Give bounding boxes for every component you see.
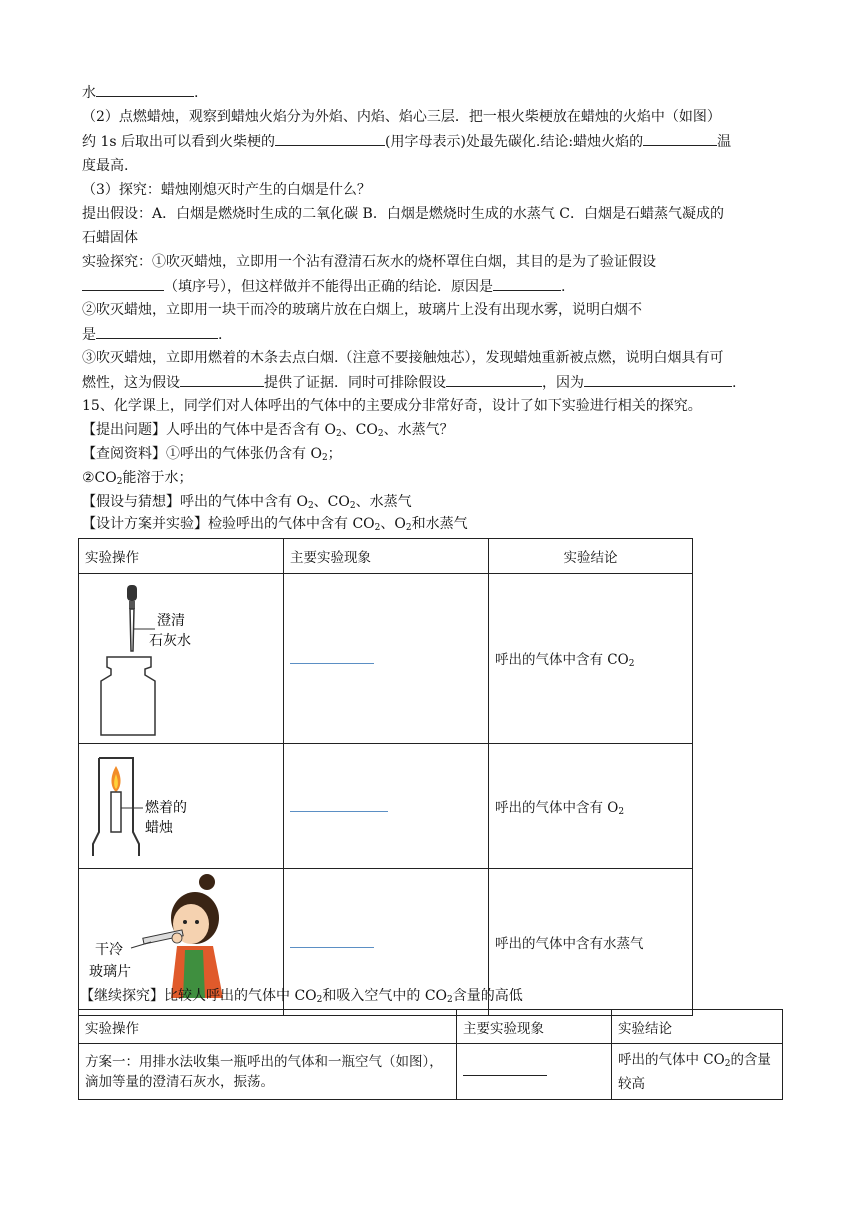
answer-line[interactable]: [290, 947, 374, 948]
line-11: 是 .: [82, 324, 782, 345]
operation-cell: [79, 574, 284, 744]
candle-jar-illustration: [85, 748, 205, 860]
hair-bun-icon: [199, 874, 215, 890]
answer-line[interactable]: [463, 1075, 547, 1076]
answer-line[interactable]: [290, 811, 388, 812]
line-3: 约 1s 后取出可以看到火柴梗的 (用字母表示)处最先碳化.结论:蜡烛火焰的 温: [82, 131, 782, 152]
svg-text:玻璃片: 玻璃片: [89, 964, 131, 980]
answer-blank[interactable]: [82, 276, 164, 291]
line-1: 水 .: [82, 82, 782, 103]
label-cold-glass: 干冷: [95, 942, 123, 958]
conclusion-cell: 呼出的气体中含有 $O_2$: [489, 744, 693, 869]
operation-cell: 方案一：用排水法收集一瓶呼出的气体和一瓶空气（如图），滴加等量的澄清石灰水，振荡。: [79, 1044, 457, 1100]
line-6: 提出假设：A．白烟是燃烧时生成的二氧化碳 B．白烟是燃烧时生成的水蒸气 C．白烟是石蜡蒸气凝成的: [82, 206, 725, 222]
experiment-table: [78, 538, 693, 1016]
line-2: （2）点燃蜡烛，观察到蜡烛火焰分为外焰、内焰、焰心三层．把一根火柴梗放在蜡烛的火焰中（如图）: [82, 109, 721, 125]
line-19: 【设计方案并实验】检验呼出的气体中含有 $CO_2$、$O_2$和水蒸气: [82, 516, 468, 533]
line-8: 实验探究：①吹灭蜡烛，立即用一个沾有澄清石灰水的烧杯罩住白烟，其目的是为了验证假设: [82, 254, 656, 270]
gas-bottle-icon: [101, 657, 155, 735]
dropper-tube-icon: [130, 609, 134, 651]
table-row: [79, 1044, 783, 1100]
line-17: $②CO_2$能溶于水；: [82, 470, 193, 487]
label-burning-candle: 燃着的: [145, 800, 187, 816]
line-14: 15、化学课上，同学们对人体呼出的气体中的主要成分非常好奇，设计了如下实验进行相关的探究。: [82, 398, 702, 414]
line-12: ③吹灭蜡烛，立即用燃着的木条去点白烟.（注意不要接触烛芯），发现蜡烛重新被点燃，说明白烟具有可: [82, 350, 724, 366]
table-row: [79, 744, 693, 869]
line-9: （填序号），但这样做并不能得出正确的结论．原因是 .: [82, 276, 782, 297]
dropper-bulb-icon: [127, 585, 137, 601]
label-clear-limewater: 澄清: [157, 612, 185, 629]
phenomenon-cell[interactable]: [284, 574, 489, 744]
header-phenomenon: 主要实验现象: [457, 1010, 612, 1044]
answer-blank[interactable]: [180, 372, 264, 387]
answer-blank[interactable]: [96, 82, 194, 97]
dropper-bottle-illustration: [85, 577, 205, 737]
answer-blank[interactable]: [446, 372, 542, 387]
line-16: 【查阅资料】①呼出的气体张仍含有 $O_2$；: [82, 446, 342, 463]
header-conclusion: 实验结论: [489, 539, 693, 574]
header-conclusion: 实验结论: [612, 1010, 783, 1044]
line-7: 石蜡固体: [82, 230, 138, 246]
answer-blank[interactable]: [275, 131, 385, 146]
candle-icon: [111, 792, 121, 832]
continue-title: 【继续探究】比较人呼出的气体中 $CO_2$和吸入空气中的 $CO_2$含量的高低: [80, 988, 523, 1005]
answer-blank[interactable]: [493, 276, 561, 291]
answer-line[interactable]: [290, 663, 374, 664]
phenomenon-cell[interactable]: [457, 1044, 612, 1100]
answer-blank[interactable]: [584, 372, 732, 387]
svg-text:蜡烛: 蜡烛: [145, 820, 173, 836]
comparison-table: [78, 1009, 783, 1100]
header-operation: 实验操作: [79, 1010, 457, 1044]
operation-cell: [79, 744, 284, 869]
conclusion-cell: 呼出的气体中含有 $CO_2$: [489, 574, 693, 744]
table-row: [79, 574, 693, 744]
answer-blank[interactable]: [96, 324, 218, 339]
conclusion-cell: 呼出的气体中含有水蒸气: [489, 869, 693, 1016]
phenomenon-cell[interactable]: [284, 744, 489, 869]
line-5: （3）探究：蜡烛刚熄灭时产生的白烟是什么？: [82, 182, 371, 198]
table-header-row: [79, 1010, 783, 1044]
conclusion-cell: 呼出的气体中 $CO_2$的含量较高: [612, 1044, 783, 1100]
header-operation: 实验操作: [79, 539, 284, 574]
line-13: 燃性，这为假设 提供了证据．同时可排除假设 ，因为 .: [82, 372, 782, 393]
table-header-row: [79, 539, 693, 574]
header-phenomenon: 主要实验现象: [284, 539, 489, 574]
line-15: 【提出问题】人呼出的气体中是否含有 $O_2$、$CO_2$、水蒸气？: [82, 422, 454, 439]
line-10: ②吹灭蜡烛，立即用一块干而冷的玻璃片放在白烟上，玻璃片上没有出现水雾，说明白烟不: [82, 302, 642, 318]
line-4: 度最高.: [82, 158, 129, 174]
svg-text:石灰水: 石灰水: [149, 632, 191, 649]
line-18: 【假设与猜想】呼出的气体中含有 $O_2$、$CO_2$、水蒸气: [82, 494, 412, 511]
answer-blank[interactable]: [643, 131, 717, 146]
